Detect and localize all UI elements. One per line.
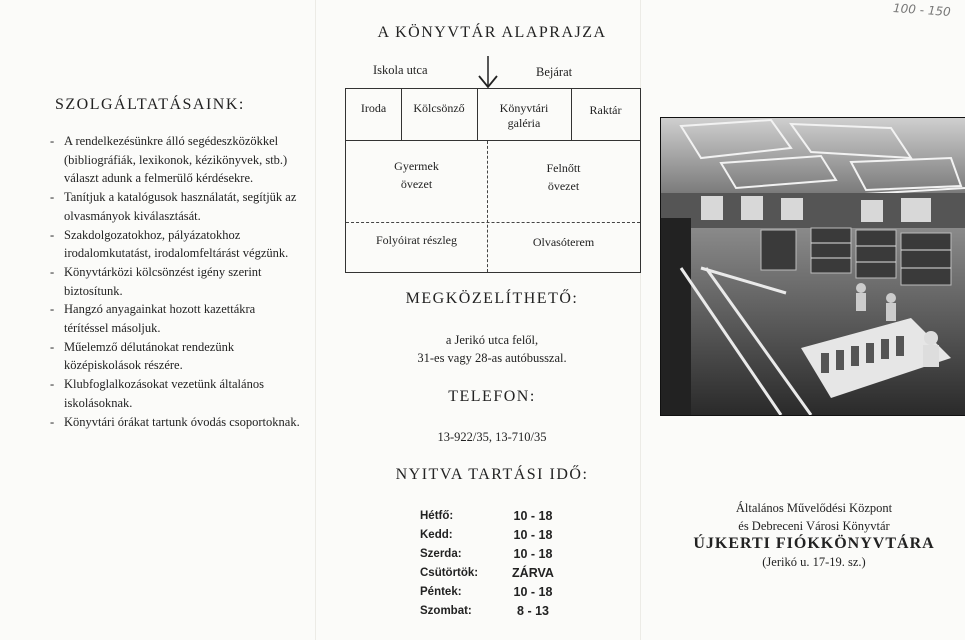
floor-plan [345, 88, 641, 273]
access-title: MEGKÖZELÍTHETŐ: [405, 290, 579, 307]
list-item: - Klubfoglalkozásokat vezetünk általános iskolásoknak. [50, 377, 264, 410]
entrance-arrow-icon [475, 56, 501, 90]
phone-numbers: 13-922/35, 13-710/35 [437, 430, 547, 444]
list-item: - Hangzó anyagainkat hozott kazettákra térítéssel másoljuk. [50, 302, 256, 336]
org-line-2: és Debreceni Városi Könyvtár [738, 519, 890, 533]
list-item: - Szakdolgozatokhoz, pályázatokhoz irodalomkutatást, irodalomfeltárást végzünk. [50, 227, 289, 261]
floorplan-title: A KÖNYVTÁR ALAPRAJZA [377, 24, 607, 41]
room-office: Iroda [360, 101, 387, 115]
table-row: Hétfő: 10 - 18 [420, 508, 553, 523]
phone-title: TELEFON: [448, 388, 536, 405]
room-reading: Olvasóterem [532, 235, 595, 249]
room-periodicals: Folyóirat részleg [376, 233, 457, 247]
room-gallery: Könyvtári galéria [499, 101, 549, 130]
fold-line-left [315, 0, 316, 640]
room-lending: Kölcsönző [413, 101, 465, 115]
services-list [50, 132, 300, 431]
table-row: Kedd: 10 - 18 [420, 527, 553, 542]
organization-block [664, 499, 964, 571]
room-storage: Raktár [589, 103, 622, 117]
room-adult-zone: Felnőtt övezet [546, 161, 581, 193]
list-item: - Könyvtárközi kölcsönzést igény szerint biztosítunk. [50, 264, 262, 298]
street-label: Iskola utca [373, 63, 428, 77]
hours-title: NYITVA TARTÁSI IDŐ: [395, 466, 589, 483]
library-name: ÚJKERTI FIÓKKÖNYVTÁRA [693, 535, 935, 552]
corner-handwritten-note: 100 - 150 [892, 1, 952, 19]
room-children-zone: Gyermek övezet [394, 159, 439, 191]
library-interior-photo [660, 117, 965, 416]
table-row: Szombat: 8 - 13 [420, 603, 549, 618]
table-row: Szerda: 10 - 18 [420, 546, 553, 561]
services-title: SZOLGÁLTATÁSAINK: [55, 96, 245, 113]
entrance-label: Bejárat [536, 65, 573, 79]
list-item: - Tanítjuk a katalógusok használatát, segítjük az olvasmányok kiválasztását. [50, 190, 297, 223]
list-item: - A rendelkezésünkre álló segédeszközökkel (bibliográfiák, lexikonok, kézikönyvek, stb.) választ adunk a felmerülő kérdésekre. [50, 134, 288, 186]
table-row: Csütörtök: ZÁRVA [420, 565, 554, 580]
opening-hours-table [420, 506, 568, 620]
library-address: (Jerikó u. 17-19. sz.) [762, 555, 866, 569]
list-item: - Műelemző délutánokat rendezünk középiskolások részére. [50, 339, 235, 373]
table-row: Péntek: 10 - 18 [420, 584, 553, 599]
access-text: a Jerikó utca felől, 31-es vagy 28-as autóbusszal. [417, 333, 567, 365]
org-line-1: Általános Művelődési Központ [735, 501, 893, 515]
list-item: - Könyvtári órákat tartunk óvodás csoportoknak. [50, 414, 300, 429]
